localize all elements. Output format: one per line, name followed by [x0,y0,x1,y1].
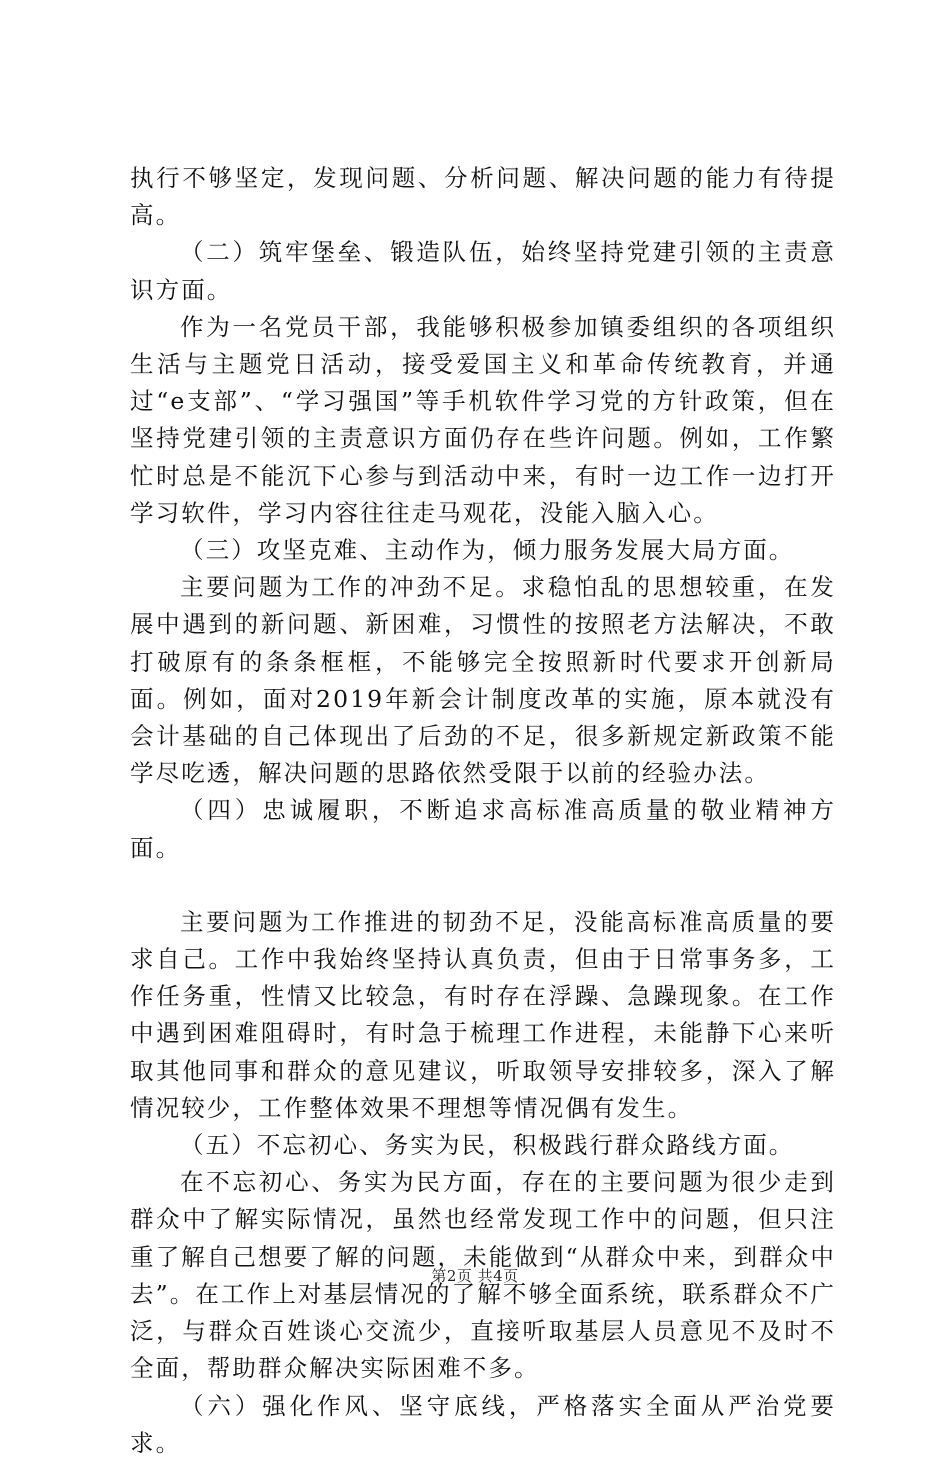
section-heading-3: （三）攻坚克难、主动作为，倾力服务发展大局方面。 [180,536,795,565]
paragraph-section-5: 在不忘初心、务实为民方面，存在的主要问题为很少走到群众中了解实际情况，虽然也经常发现工作中的问题，但只注重了解自己想要了解的问题，未能做到“从群众中来，到群众中去”。在工作上对基层情况的了解不够全面系统，联系群众不广泛，与群众百姓谈心交流少，直接听取基层人员意见不及时不全面，帮助群众解决实际困难不多。 [130,1168,836,1383]
section-heading-6: （六）强化作风、坚守底线，严格落实全面从严治党要求。 [130,1391,836,1457]
section-heading-4: （四）忠诚履职，不断追求高标准高质量的敬业精神方面。 [130,796,836,862]
section-heading-2: （二）筑牢堡垒、锻造队伍，始终坚持党建引领的主责意识方面。 [130,238,836,304]
paragraph-section-2: 作为一名党员干部，我能够积极参加镇委组织的各项组织生活与主题党日活动，接受爱国主义和革命传统教育，并通过“e支部”、“学习强国”等手机软件学习党的方针政策，但在坚持党建引领的主责意识方面仍存在些许问题。例如，工作繁忙时总是不能沉下心参与到活动中来，有时一边工作一边打开学习软件，学习内容往往走马观花，没能入脑入心。 [130,312,836,527]
section-heading-5: （五）不忘初心、务实为民，积极践行群众路线方面。 [180,1131,795,1160]
paragraph-section-3: 主要问题为工作的冲劲不足。求稳怕乱的思想较重，在发展中遇到的新问题、新困难，习惯性的按照老方法解决，不敢打破原有的条条框框，不能够完全按照新时代要求开创新局面。例如，面对2019年新会计制度改革的实施，原本就没有会计基础的自己体现出了后劲的不足，很多新规定新政策不能学尽吃透，解决问题的思路依然受限于以前的经验办法。 [130,573,836,788]
paragraph-section-4: 主要问题为工作推进的韧劲不足，没能高标准高质量的要求自己。工作中我始终坚持认真负责，但由于日常事务多，工作任务重，性情又比较急，有时存在浮躁、急躁现象。在工作中遇到困难阻碍时，有时急于梳理工作进程，未能静下心来听取其他同事和群众的意见建议，听取领导安排较多，深入了解情况较少，工作整体效果不理想等情况偶有发生。 [130,907,836,1122]
page-number-footer: 第2页 共4页 [431,1267,519,1285]
paragraph-continuation: 执行不够坚定，发现问题、分析问题、解决问题的能力有待提高。 [130,164,836,230]
